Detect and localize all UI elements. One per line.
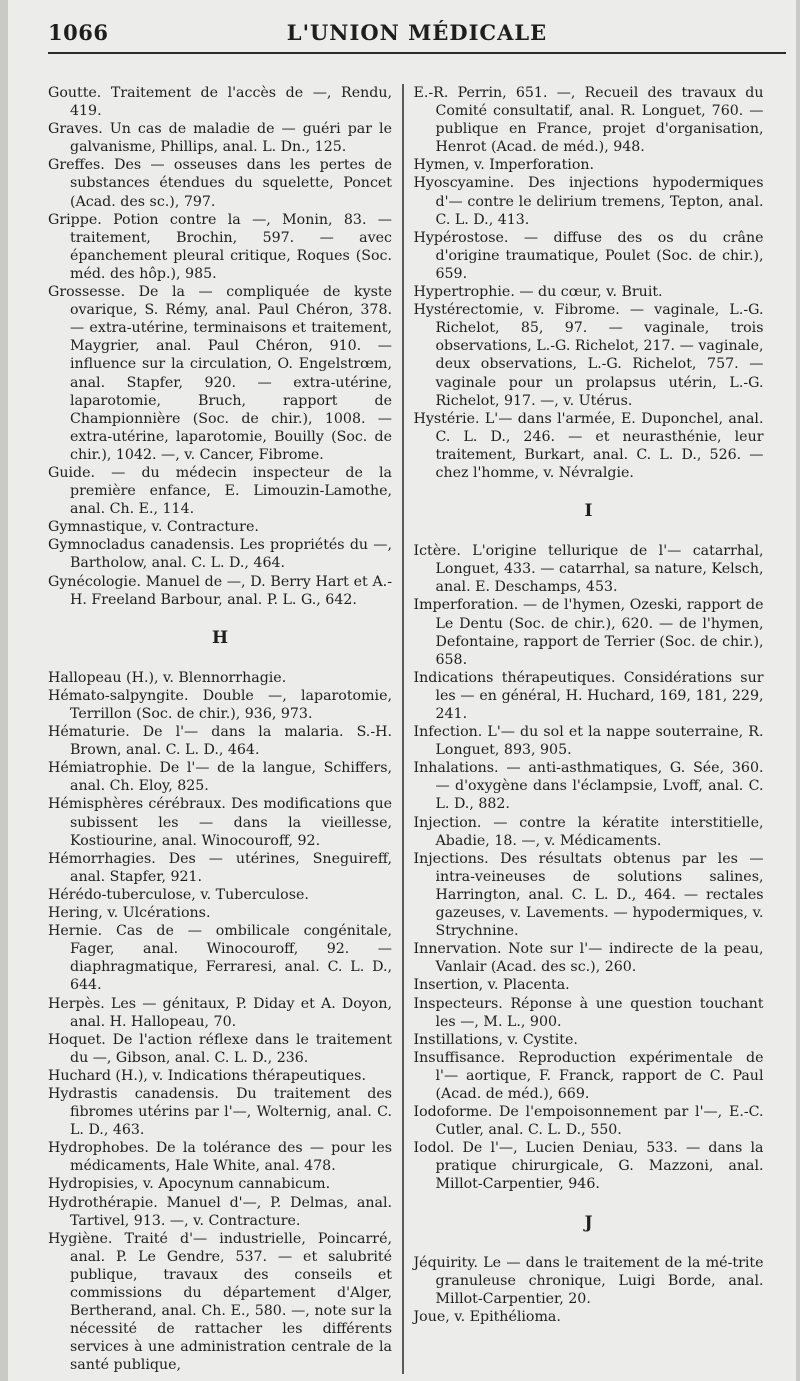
index-entry: Iodoforme. De l'empoisonnement par l'—, E.-C. Cutler, anal. C. L. D., 550.: [413, 1104, 764, 1139]
index-entry: Hydrophobes. De la tolérance des — pour les médicaments, Hale White, anal. 478.: [48, 1140, 392, 1175]
index-entry: Injection. — contre la kératite interstitielle, Abadie, 18. —, v. Médicaments.: [413, 814, 764, 849]
index-entry: Hypertrophie. — du cœur, v. Bruit.: [413, 284, 663, 301]
index-entry: Hystérectomie, v. Fibrome. — vaginale, L.-G. Richelot, 85, 97. — vaginale, trois observations, L.-G. Richelot, 217. — vaginale, deux observations, L.-G. Richelot, 757. — vaginale pour un prolapsus utérin, L.-G. Richelot, 917. —, v. Utérus.: [413, 302, 764, 409]
index-entry: Ictère. L'origine tellurique de l'— catarrhal, Longuet, 433. — catarrhal, sa nature, Kelsch, anal. E. Deschamps, 453.: [413, 543, 764, 596]
index-entry: Hoquet. De l'action réflexe dans le traitement du —, Gibson, anal. C. L. D., 236.: [48, 1031, 392, 1066]
index-entry: Inhalations. — anti-asthmatiques, G. Sée, 360. — d'oxygène dans l'éclampsie, Lvoff, anal. C. L. D., 882.: [413, 760, 764, 813]
index-entry: Herpès. Les — génitaux, P. Diday et A. Doyon, anal. H. Hallopeau, 70.: [48, 995, 392, 1030]
index-page: [8, 0, 796, 1381]
index-entry: E.-R. Perrin, 651. —, Recueil des travaux du Comité consultatif, anal. R. Longuet, 760. — publique en France, projet d'organisation, Henrot (Acad. de méd.), 948.: [413, 85, 764, 156]
index-entry: Guide. — du médecin inspecteur de la première enfance, E. Limouzin-Lamothe, anal. Ch. E., 114.: [48, 464, 392, 518]
index-entry: Hématurie. De l'— dans la malaria. S.-H. Brown, anal. C. L. D., 464.: [48, 724, 392, 759]
index-entry: Insuffisance. Reproduction expérimentale de l'— aortique, F. Franck, rapport de C. Paul (Acad. de méd.), 669.: [413, 1049, 764, 1102]
index-entry: Greffes. Des — osseuses dans les pertes de substances étendues du squelette, Poncet (Acad. des sc.), 797.: [48, 157, 392, 210]
index-entry: Hering, v. Ulcérations.: [48, 905, 211, 922]
index-entry: Hydrastis canadensis. Du traitement des fibromes utérins par l'—, Wolternig, anal. C. L. D., 463.: [48, 1085, 392, 1139]
index-entry: Hyoscyamine. Des injections hypodermiques d'— contre le delirium tremens, Tepton, anal. C. L. D., 413.: [413, 175, 764, 228]
index-entry: Iodol. De l'—, Lucien Deniau, 533. — dans la pratique chirurgicale, G. Mazzoni, anal. Millot-Carpentier, 946.: [413, 1140, 764, 1193]
index-entry: Jéquirity. Le — dans le traitement de la mé-trite granuleuse chronique, Luigi Borde, anal. Millot-Carpentier, 20.: [413, 1254, 764, 1307]
section-letter: J: [584, 1212, 593, 1233]
index-entry: Inspecteurs. Réponse à une question touchant les —, M. L., 900.: [413, 995, 764, 1030]
journal-title: L'UNION MÉDICALE: [286, 20, 548, 45]
index-entry: Grossesse. De la — compliquée de kyste ovarique, S. Rémy, anal. Paul Chéron, 378. — extra-utérine, terminaisons et traitement, Maygrier, anal. Paul Chéron, 910. — influence sur la circulation, O. Engelstrœm, anal. Stapfer, 920. — extra-utérine, laparotomie, Bruch, rapport de Championnière (Soc. de chir.), 1008. — extra-utérine, laparotomie, Bouilly (Soc. de chir.), 1042. —, v. Cancer, Fibrome.: [48, 284, 392, 463]
index-entry: Joue, v. Epithélioma.: [413, 1308, 561, 1325]
index-entry: Hygiène. Traité d'— industrielle, Poincarré, anal. P. Le Gendre, 537. — et salubrité publique, travaux des conseils et commissions du département d'Alger, Bertherand, anal. Ch. E., 580. —, note sur la nécessité de rattacher les différents services à une administration centrale de la santé publique,: [48, 1230, 392, 1374]
section-letter: H: [211, 627, 229, 648]
index-entry: Hystérie. L'— dans l'armée, E. Duponchel, anal. C. L. D., 246. — et neurasthénie, leur traitement, Burkart, anal. C. L. D., 526. — chez l'homme, v. Névralgie.: [413, 410, 764, 481]
page-number: 1066: [48, 20, 109, 45]
index-entry: Insertion, v. Placenta.: [413, 977, 570, 994]
index-entry: Hydropisies, v. Apocynum cannabicum.: [48, 1176, 331, 1193]
index-entry: Instillations, v. Cystite.: [413, 1031, 578, 1048]
index-entry: Hémorrhagies. Des — utérines, Sneguireff, anal. Stapfer, 921.: [48, 850, 392, 885]
index-entry: Infection. L'— du sol et la nappe souterraine, R. Longuet, 893, 905.: [413, 724, 764, 759]
index-entry: Indications thérapeutiques. Considérations sur les — en général, H. Huchard, 169, 181, 229, 241.: [413, 669, 764, 722]
index-entry: Hypérostose. — diffuse des os du crâne d'origine traumatique, Poulet (Soc. de chir.), 659.: [413, 229, 764, 282]
index-entry: Innervation. Note sur l'— indirecte de la peau, Vanlair (Acad. des sc.), 260.: [413, 941, 764, 976]
index-entry: Hérédo-tuberculose, v. Tuberculose.: [48, 886, 309, 903]
column-divider: [402, 84, 404, 1374]
section-letter: I: [584, 501, 593, 522]
right-column: [414, 84, 764, 1374]
index-entry: Hydrothérapie. Manuel d'—, P. Delmas, anal. Tartivel, 913. —, v. Contracture.: [48, 1194, 392, 1229]
index-entry: Imperforation. — de l'hymen, Ozeski, rapport de Le Dentu (Soc. de chir.), 620. — de l'hymen, Defontaine, rapport de Terrier (Soc. de chir.), 658.: [413, 597, 764, 668]
index-columns: [48, 84, 786, 1374]
index-entry: Gynécologie. Manuel de —, D. Berry Hart et A.-H. Freeland Barbour, anal. P. L. G., 642.: [48, 573, 392, 608]
page-header: [48, 18, 786, 54]
index-entry: Gymnocladus canadensis. Les propriétés du —, Bartholow, anal. C. L. D., 464.: [48, 537, 392, 572]
index-entry: Injections. Des résultats obtenus par les — intra-veineuses de solutions salines, Harrington, anal. C. L. D., 464. — rectales gazeuses, v. Lavements. — hypodermiques, v. Strychnine.: [413, 850, 764, 940]
index-entry: Hallopeau (H.), v. Blennorrhagie.: [48, 669, 287, 686]
index-entry: Graves. Un cas de maladie de — guéri par le galvanisme, Phillips, anal. L. Dn., 125.: [48, 121, 392, 156]
left-column: [48, 84, 402, 1374]
index-entry: Hernie. Cas de — ombilicale congénitale, Fager, anal. Winocouroff, 92. — diaphragmatique, Ferraresi, anal. C. L. D., 644.: [48, 923, 392, 994]
index-entry: Hémisphères cérébraux. Des modifications que subissent les — dans la vieillesse, Kostiourine, anal. Winocouroff, 92.: [48, 796, 392, 849]
index-entry: Grippe. Potion contre la —, Monin, 83. — traitement, Brochin, 597. — avec épanchement pleural critique, Roques (Soc. méd. des hôp.), 985.: [48, 211, 392, 282]
index-entry: Huchard (H.), v. Indications thérapeutiques.: [48, 1067, 366, 1084]
index-entry: Hémato-salpyngite. Double —, laparotomie, Terrillon (Soc. de chir.), 936, 973.: [48, 687, 392, 722]
index-entry: Hémiatrophie. De l'— de la langue, Schiffers, anal. Ch. Eloy, 825.: [48, 760, 392, 795]
index-entry: Gymnastique, v. Contracture.: [48, 519, 259, 536]
index-entry: Goutte. Traitement de l'accès de —, Rendu, 419.: [48, 85, 392, 120]
index-entry: Hymen, v. Imperforation.: [413, 157, 595, 174]
